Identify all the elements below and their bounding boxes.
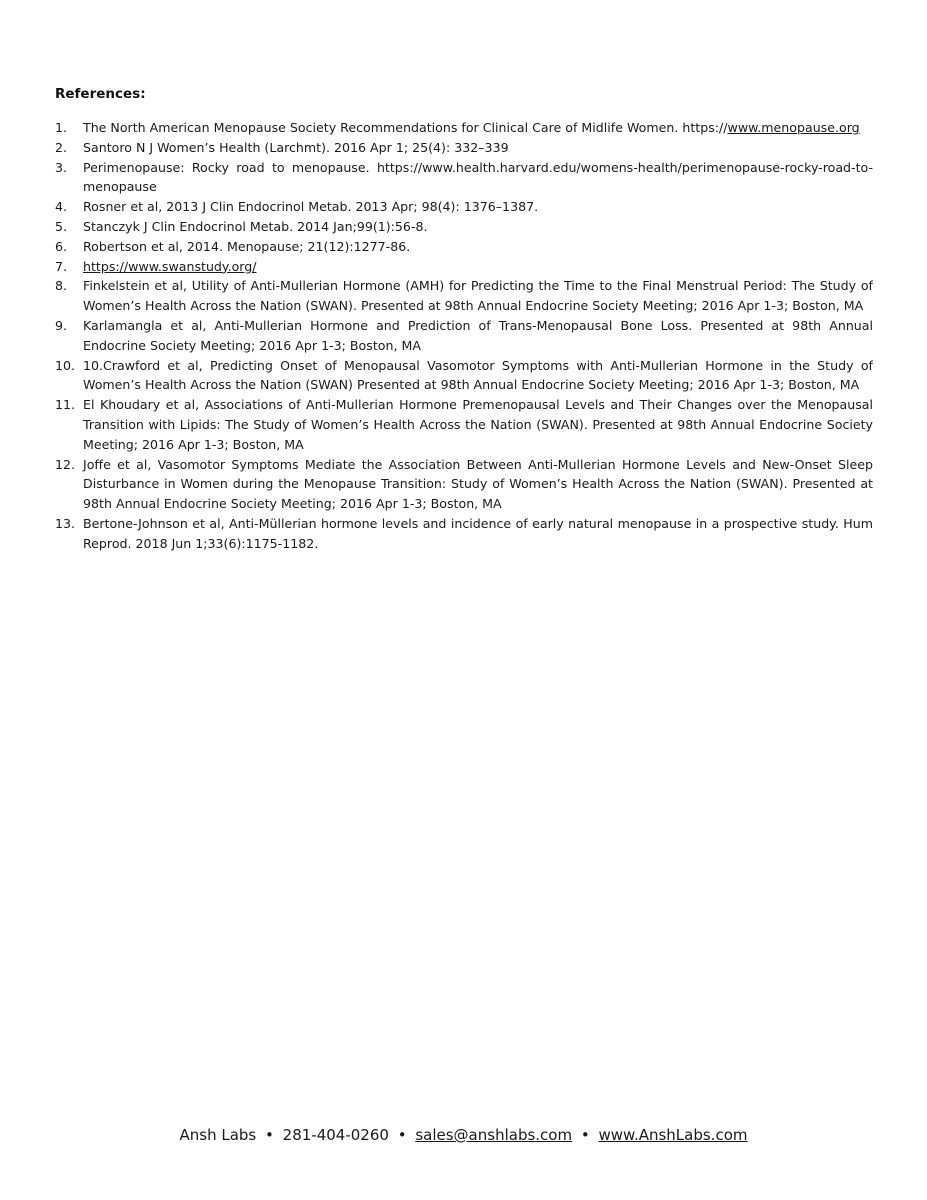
reference-item bbox=[55, 257, 873, 277]
reference-citation: Karlamangla et al, Anti-Mullerian Hormone and Prediction of Trans-Menopausal Bone Loss. Presented at 98th Annual Endocrine Society Meeting; 2016 Apr 1-3; Boston, MA bbox=[83, 317, 873, 353]
reference-citation: Santoro N J Women’s Health (Larchmt). 2016 Apr 1; 25(4): 332–339 bbox=[83, 139, 509, 155]
footer-company: Ansh Labs bbox=[179, 1126, 257, 1144]
reference-text bbox=[83, 276, 873, 316]
reference-text bbox=[83, 356, 873, 396]
reference-text bbox=[83, 197, 873, 217]
reference-number: 10. bbox=[55, 357, 76, 373]
references-section bbox=[55, 86, 873, 554]
footer-website-link[interactable]: www.AnshLabs.com bbox=[598, 1126, 748, 1144]
reference-item bbox=[55, 395, 873, 454]
reference-citation: Perimenopause: Rocky road to menopause. https://www.health.harvard.edu/womens-health/perimenopause-rocky-road-to-menopause bbox=[83, 159, 873, 195]
footer-separator: • bbox=[580, 1126, 590, 1144]
reference-number: 11. bbox=[55, 397, 76, 413]
reference-item bbox=[55, 138, 873, 158]
reference-text bbox=[83, 316, 873, 356]
reference-item bbox=[55, 118, 873, 138]
reference-number: 7. bbox=[55, 258, 68, 274]
reference-text bbox=[83, 118, 873, 138]
reference-citation: The North American Menopause Society Recommendations for Clinical Care of Midlife Women. https:// bbox=[83, 120, 728, 135]
reference-citation: Finkelstein et al, Utility of Anti-Mullerian Hormone (AMH) for Predicting the Time to the Final Menstrual Period: The Study of Women’s Health Across the Nation (SWAN). Presented at 98th Annual Endocrine Society Meeting; 2016 Apr 1-3; Boston, MA bbox=[83, 278, 873, 314]
references-list bbox=[55, 118, 873, 554]
reference-text bbox=[83, 395, 873, 454]
footer-phone: 281-404-0260 bbox=[282, 1126, 389, 1144]
references-heading: References: bbox=[55, 86, 146, 102]
reference-number: 1. bbox=[55, 120, 68, 135]
footer-email-link[interactable]: sales@anshlabs.com bbox=[415, 1126, 573, 1144]
page-footer bbox=[0, 1126, 927, 1144]
footer-separator: • bbox=[265, 1126, 274, 1144]
reference-number: 4. bbox=[55, 199, 68, 215]
reference-citation: Rosner et al, 2013 J Clin Endocrinol Metab. 2013 Apr; 98(4): 1376–1387. bbox=[83, 199, 539, 215]
reference-text bbox=[83, 237, 873, 257]
reference-number: 6. bbox=[55, 238, 68, 254]
reference-item bbox=[55, 276, 873, 316]
reference-link[interactable]: https://www.swanstudy.org/ bbox=[83, 258, 257, 274]
reference-text bbox=[83, 138, 873, 158]
reference-citation: Stanczyk J Clin Endocrinol Metab. 2014 Jan;99(1):56-8. bbox=[83, 218, 428, 234]
reference-item bbox=[55, 455, 873, 514]
reference-number: 9. bbox=[55, 317, 68, 333]
reference-item bbox=[55, 158, 873, 198]
reference-item bbox=[55, 197, 873, 217]
reference-text bbox=[83, 217, 873, 237]
reference-text bbox=[83, 455, 873, 514]
reference-number: 5. bbox=[55, 218, 68, 234]
reference-text bbox=[83, 514, 873, 554]
reference-link[interactable]: www.menopause.org bbox=[727, 120, 860, 135]
reference-number: 13. bbox=[55, 515, 76, 531]
reference-citation: 10.Crawford et al, Predicting Onset of Menopausal Vasomotor Symptoms with Anti-Mullerian Hormone in the Study of Women’s Health Across the Nation (SWAN) Presented at 98th Annual Endocrine Society Meeting; 2016 Apr 1-3; Boston, MA bbox=[83, 357, 873, 393]
reference-item bbox=[55, 316, 873, 356]
reference-number: 2. bbox=[55, 139, 68, 155]
reference-number: 3. bbox=[55, 159, 68, 175]
reference-text bbox=[83, 257, 873, 277]
reference-text bbox=[83, 158, 873, 198]
reference-item bbox=[55, 356, 873, 396]
reference-number: 8. bbox=[55, 278, 68, 294]
reference-citation: Robertson et al, 2014. Menopause; 21(12):1277-86. bbox=[83, 238, 411, 254]
reference-item bbox=[55, 237, 873, 257]
reference-item bbox=[55, 514, 873, 554]
reference-citation: Bertone-Johnson et al, Anti-Müllerian hormone levels and incidence of early natural menopause in a prospective study. Hum Reprod. 2018 Jun 1;33(6):1175-1182. bbox=[83, 515, 873, 551]
reference-citation: Joffe et al, Vasomotor Symptoms Mediate the Association Between Anti-Mullerian Hormone Levels and New-Onset Sleep Disturbance in Women during the Menopause Transition: Study of Women’s Health Across the Nation (SWAN). Presented at 98th Annual Endocrine Society Meeting; 2016 Apr 1-3; Boston, MA bbox=[83, 456, 873, 512]
reference-item bbox=[55, 217, 873, 237]
footer-separator: • bbox=[397, 1126, 407, 1144]
reference-number: 12. bbox=[55, 456, 76, 472]
reference-citation: El Khoudary et al, Associations of Anti-Mullerian Hormone Premenopausal Levels and Their Changes over the Menopausal Transition with Lipids: The Study of Women’s Health Across the Nation (SWAN). Presented at 98th Annual Endocrine Society Meeting; 2016 Apr 1-3; Boston, MA bbox=[83, 397, 873, 452]
